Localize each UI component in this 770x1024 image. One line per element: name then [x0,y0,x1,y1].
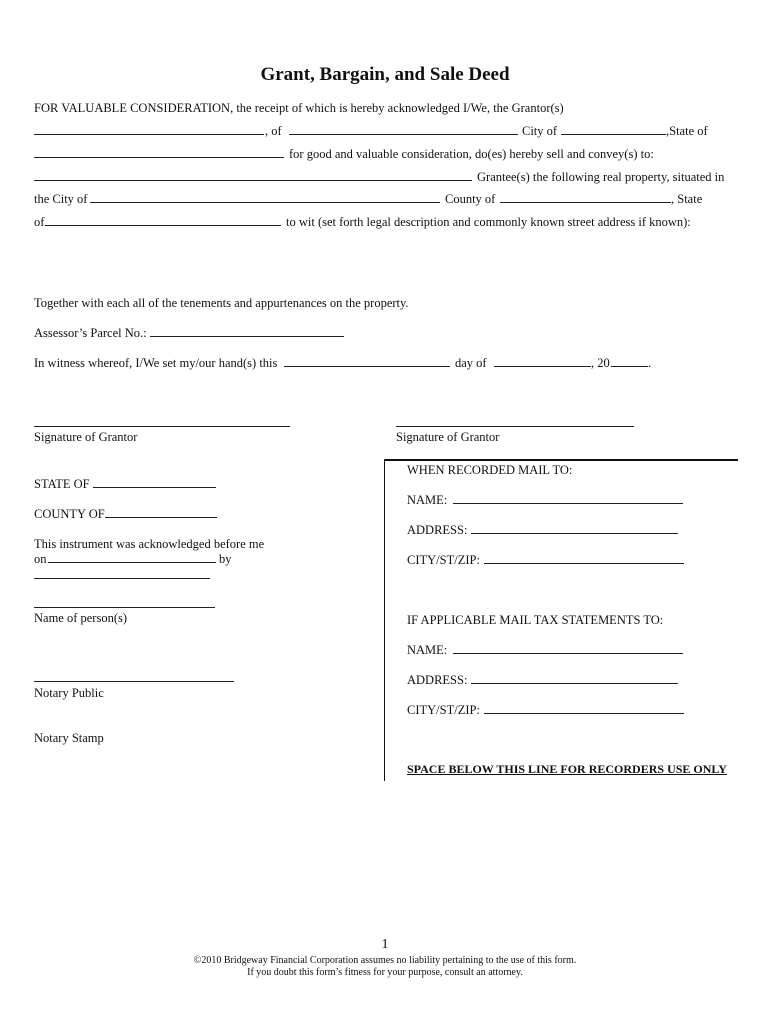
tax-city-field[interactable] [484,713,684,714]
signature-label-2: Signature of Grantor [396,430,500,444]
page-number: 1 [381,937,389,952]
recorded-city-field[interactable] [484,563,684,564]
person-name-field[interactable] [34,607,215,608]
when-recorded-heading: WHEN RECORDED MAIL TO: [407,463,573,477]
grantee-text: Grantee(s) the following real property, situated in [477,170,725,184]
city-of-label: City of [522,124,558,138]
recorded-name-label: NAME: [407,493,448,507]
property-city-field[interactable] [90,202,440,203]
notary-public-label: Notary Public [34,686,104,700]
grantor-signature-line-2[interactable] [396,426,634,427]
state-label: , State [671,192,703,206]
intro-text: FOR VALUABLE CONSIDERATION, the receipt of which is hereby acknowledged I/We, the Grantor(s) [34,101,564,115]
tax-city-label: CITY/ST/ZIP: [407,703,480,717]
property-county-field[interactable] [500,202,671,203]
acknowledged-text: This instrument was acknowledged before me [34,537,265,551]
horizontal-divider [385,459,738,461]
state-of-label: ,State of [666,124,708,138]
by-label: by [219,552,232,566]
notary-stamp-label: Notary Stamp [34,731,104,745]
city-label: the City of [34,192,88,206]
county-label: County of [445,192,496,206]
recorded-address-label: ADDRESS: [407,523,468,537]
witness-period: . [648,356,652,370]
witness-day-field[interactable] [284,366,450,367]
notary-state-field[interactable] [93,487,216,488]
document-title: Grant, Bargain, and Sale Deed [260,64,510,85]
witness-month-field[interactable] [494,366,591,367]
grantor-name-field[interactable] [34,134,264,135]
on-label: on [34,552,47,566]
parcel-label: Assessor’s Parcel No.: [34,326,147,340]
of-label: , of [265,124,282,138]
notary-by-field[interactable] [34,578,210,579]
legal-description-text: to wit (set forth legal description and commonly known street address if known): [286,215,691,229]
recorded-city-label: CITY/ST/ZIP: [407,553,480,567]
tenements-text: Together with each all of the tenements and appurtenances on the property. [34,296,409,310]
grantor-state-field[interactable] [34,157,284,158]
notary-county-field[interactable] [105,517,217,518]
witness-text: In witness whereof, I/We set my/our hand(s) this [34,356,278,370]
parcel-number-field[interactable] [150,336,344,337]
year-label: , 20 [591,356,610,370]
vertical-divider [384,459,385,781]
grantor-signature-line-1[interactable] [34,426,290,427]
recorders-use-notice: SPACE BELOW THIS LINE FOR RECORDERS USE ONLY [407,762,727,776]
witness-year-field[interactable] [611,366,648,367]
tax-name-field[interactable] [453,653,683,654]
property-state-field[interactable] [45,225,281,226]
day-of-label: day of [455,356,487,370]
tax-address-label: ADDRESS: [407,673,468,687]
notary-date-field[interactable] [48,562,216,563]
signature-label-1: Signature of Grantor [34,430,138,444]
recorded-name-field[interactable] [453,503,683,504]
grantor-city-field[interactable] [561,134,666,135]
grantor-address-field[interactable] [289,134,518,135]
tax-address-field[interactable] [471,683,678,684]
notary-signature-field[interactable] [34,681,234,682]
state-of-notary-label: STATE OF [34,477,90,491]
tax-name-label: NAME: [407,643,448,657]
tax-statements-heading: IF APPLICABLE MAIL TAX STATEMENTS TO: [407,613,664,627]
consideration-text: for good and valuable consideration, do(es) hereby sell and convey(s) to: [289,147,654,161]
county-of-notary-label: COUNTY OF [34,507,105,521]
recorded-address-field[interactable] [471,533,678,534]
footer-disclaimer: ©2010 Bridgeway Financial Corporation assumes no liability pertaining to the use of this form. [193,955,577,966]
of-label-2: of [34,215,45,229]
grantee-name-field[interactable] [34,180,472,181]
name-of-persons-label: Name of person(s) [34,611,128,625]
footer-advice: If you doubt this form’s fitness for your purpose, consult an attorney. [247,967,523,978]
